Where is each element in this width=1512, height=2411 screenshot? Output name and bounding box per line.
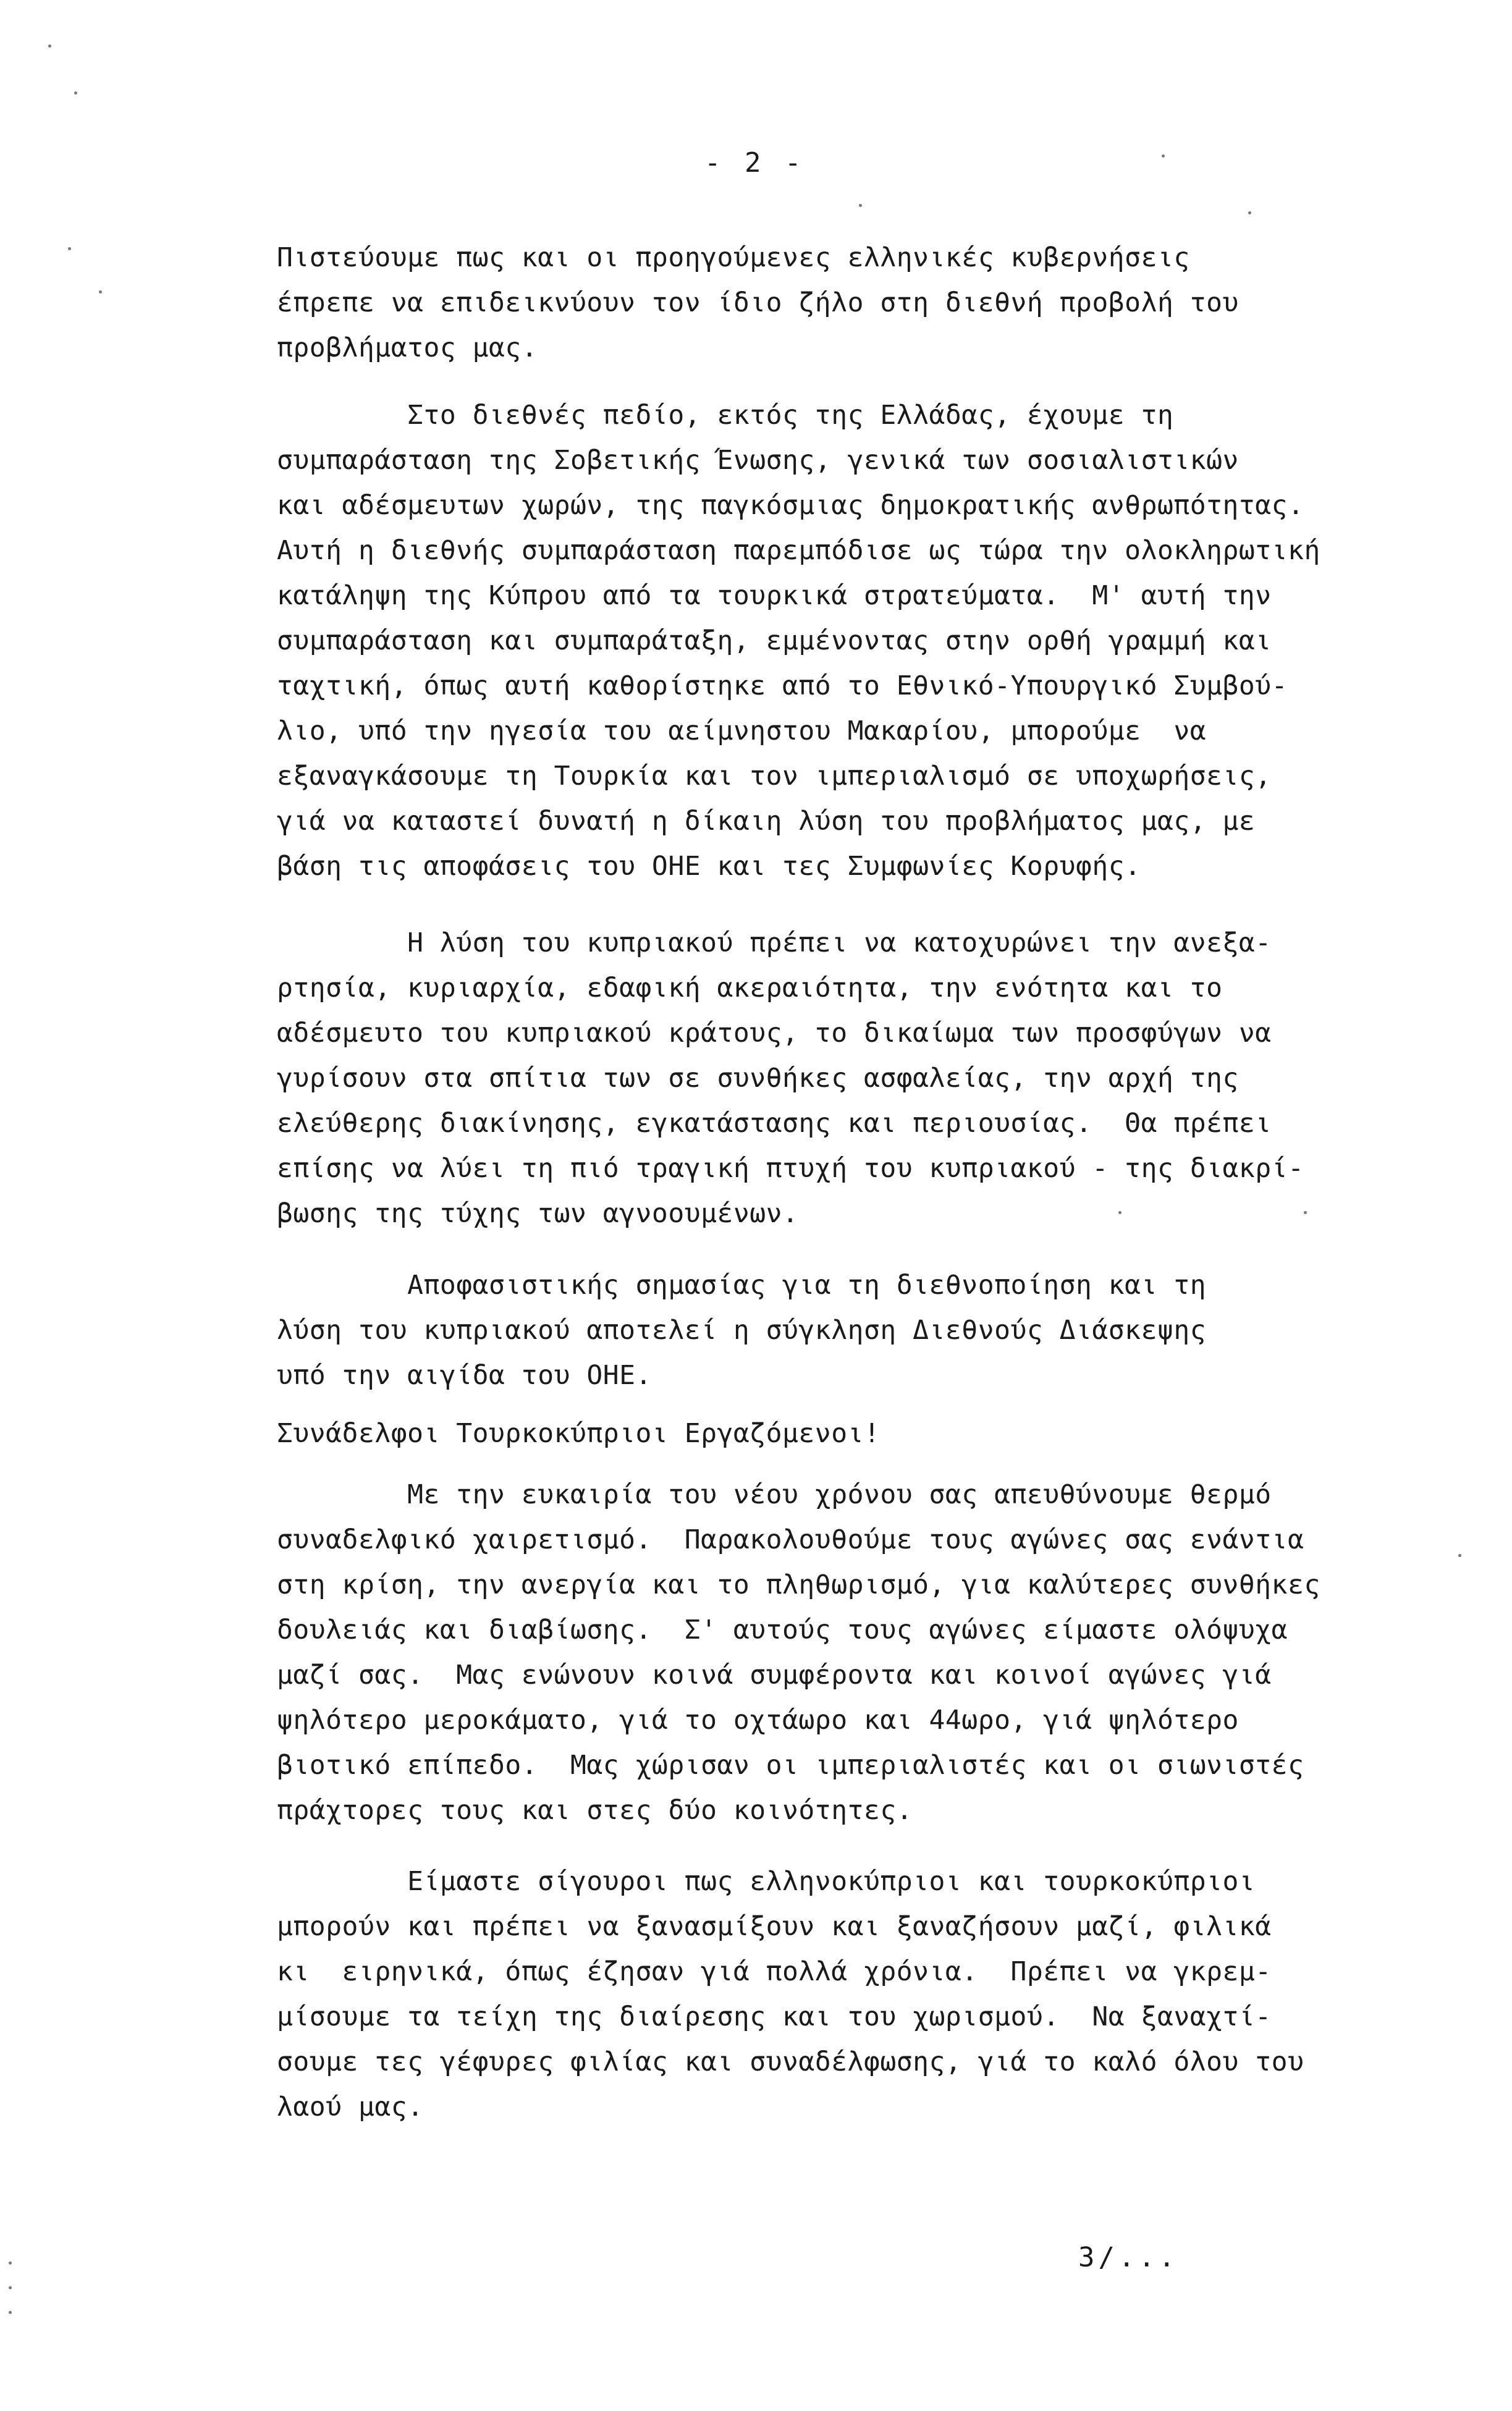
page-number: - 2 -	[704, 147, 805, 179]
text-line: Η λύση του κυπριακού πρέπει να κατοχυρώνει την ανεξα-	[277, 927, 1272, 958]
text-line: και αδέσμευτων χωρών, της παγκόσμιας δημοκρατικής ανθρωπότητας.	[277, 490, 1304, 521]
text-line: Είμαστε σίγουροι πως ελληνοκύπριοι και τουρκοκύπριοι	[277, 1866, 1256, 1897]
text-line: ψηλότερο μεροκάματο, γιά το οχτάωρο και 44ωρο, γιά ψηλότερο	[277, 1705, 1239, 1736]
continuation-marker: 3/...	[1078, 2242, 1179, 2273]
scan-speck	[68, 247, 71, 250]
paragraph-4	[277, 1263, 1451, 1398]
text-line: έπρεπε να επιδεικνύουν τον ίδιο ζήλο στη διεθνή προβολή του	[277, 287, 1239, 318]
text-line: υπό την αιγίδα του ΟΗΕ.	[277, 1360, 652, 1391]
text-line: κατάληψη της Κύπρου από τα τουρκικά στρατεύματα. Μ' αυτή την	[277, 580, 1272, 611]
paragraph-3	[277, 921, 1451, 1236]
text-line: βωσης της τύχης των αγνοουμένων.	[277, 1198, 799, 1229]
scan-speck	[1118, 1211, 1121, 1214]
text-line: λαού μας.	[277, 2092, 424, 2122]
text-line: λύση του κυπριακού αποτελεί η σύγκληση Διεθνούς Διάσκεψης	[277, 1315, 1207, 1346]
text-line: προβλήματος μας.	[277, 332, 538, 363]
scan-speck	[1458, 1554, 1461, 1557]
text-line: λιο, υπό την ηγεσία του αείμνηστου Μακαρίου, μπορούμε να	[277, 716, 1207, 746]
text-line: Πιστεύουμε πως και οι προηγούμενες ελληνικές κυβερνήσεις	[277, 242, 1190, 273]
text-line: βάση τις αποφάσεις του ΟΗΕ και τες Συμφωνίες Κορυφής.	[277, 851, 1141, 882]
text-line: συναδελφικό χαιρετισμό. Παρακολουθούμε τους αγώνες σας ενάντια	[277, 1524, 1304, 1555]
text-line: πράχτορες τους και στες δύο κοινότητες.	[277, 1795, 913, 1826]
text-line: Αποφασιστικής σημασίας για τη διεθνοποίηση και τη	[277, 1270, 1207, 1301]
text-line: αδέσμευτο του κυπριακού κράτους, το δικαίωμα των προσφύγων να	[277, 1018, 1272, 1049]
paragraph-6	[277, 1859, 1451, 2130]
text-line: μπορούν και πρέπει να ξανασμίξουν και ξαναζήσουν μαζί, φιλικά	[277, 1911, 1272, 1942]
paragraph-2	[277, 393, 1451, 889]
text-line: συμπαράσταση της Σοβετικής Ένωσης, γενικά των σοσιαλιστικών	[277, 445, 1239, 476]
paragraph-5	[277, 1472, 1451, 1833]
scan-speck	[9, 2286, 12, 2289]
text-line: ρτησία, κυριαρχία, εδαφική ακεραιότητα, την ενότητα και το	[277, 973, 1223, 1003]
text-line: ελεύθερης διακίνησης, εγκατάστασης και περιουσίας. Θα πρέπει	[277, 1108, 1272, 1139]
scan-speck	[1304, 1211, 1307, 1214]
text-line: γιά να καταστεί δυνατή η δίκαιη λύση του προβλήματος μας, με	[277, 806, 1256, 837]
scan-speck	[74, 91, 77, 95]
scan-speck	[859, 204, 862, 207]
text-line: επίσης να λύει τη πιό τραγική πτυχή του κυπριακού - της διακρί-	[277, 1153, 1304, 1184]
text-line: κι ειρηνικά, όπως έζησαν γιά πολλά χρόνια. Πρέπει να γκρεμ-	[277, 1956, 1272, 1987]
text-line: βιοτικό επίπεδο. Μας χώρισαν οι ιμπεριαλιστές και οι σιωνιστές	[277, 1750, 1304, 1781]
scan-speck	[48, 44, 51, 48]
text-line: εξαναγκάσουμε τη Τουρκία και τον ιμπεριαλισμό σε υποχωρήσεις,	[277, 761, 1272, 792]
text-line: συμπαράσταση και συμπαράταξη, εμμένοντας στην ορθή γραμμή και	[277, 625, 1272, 656]
text-line: Συνάδελφοι Τουρκοκύπριοι Εργαζόμενοι!	[277, 1418, 881, 1449]
scan-speck	[9, 2311, 12, 2314]
text-line: μίσουμε τα τείχη της διαίρεσης και του χωρισμού. Να ξαναχτί-	[277, 2001, 1272, 2032]
scan-speck	[1162, 154, 1165, 158]
text-line: σουμε τες γέφυρες φιλίας και συναδέλφωσης, γιά το καλό όλου του	[277, 2046, 1304, 2077]
scan-speck	[99, 290, 102, 293]
text-line: δουλειάς και διαβίωσης. Σ' αυτούς τους αγώνες είμαστε ολόψυχα	[277, 1615, 1288, 1645]
scan-speck	[1248, 211, 1251, 214]
paragraph-1	[277, 235, 1451, 371]
text-line: στη κρίση, την ανεργία και το πληθωρισμό, για καλύτερες συνθήκες	[277, 1569, 1320, 1600]
text-line: ταχτική, όπως αυτή καθορίστηκε από το Εθνικό-Υπουργικό Συμβού-	[277, 670, 1288, 701]
scan-speck	[9, 2261, 12, 2265]
text-line: Στο διεθνές πεδίο, εκτός της Ελλάδας, έχουμε τη	[277, 400, 1174, 431]
text-line: Αυτή η διεθνής συμπαράσταση παρεμπόδισε ως τώρα την ολοκληρωτική	[277, 535, 1320, 566]
text-line: γυρίσουν στα σπίτια των σε συνθήκες ασφαλείας, την αρχή της	[277, 1063, 1239, 1094]
text-line: μαζί σας. Μας ενώνουν κοινά συμφέροντα και κοινοί αγώνες γιά	[277, 1660, 1272, 1691]
greeting-heading	[277, 1411, 1451, 1456]
text-line: Με την ευκαιρία του νέου χρόνου σας απευθύνουμε θερμό	[277, 1479, 1272, 1510]
